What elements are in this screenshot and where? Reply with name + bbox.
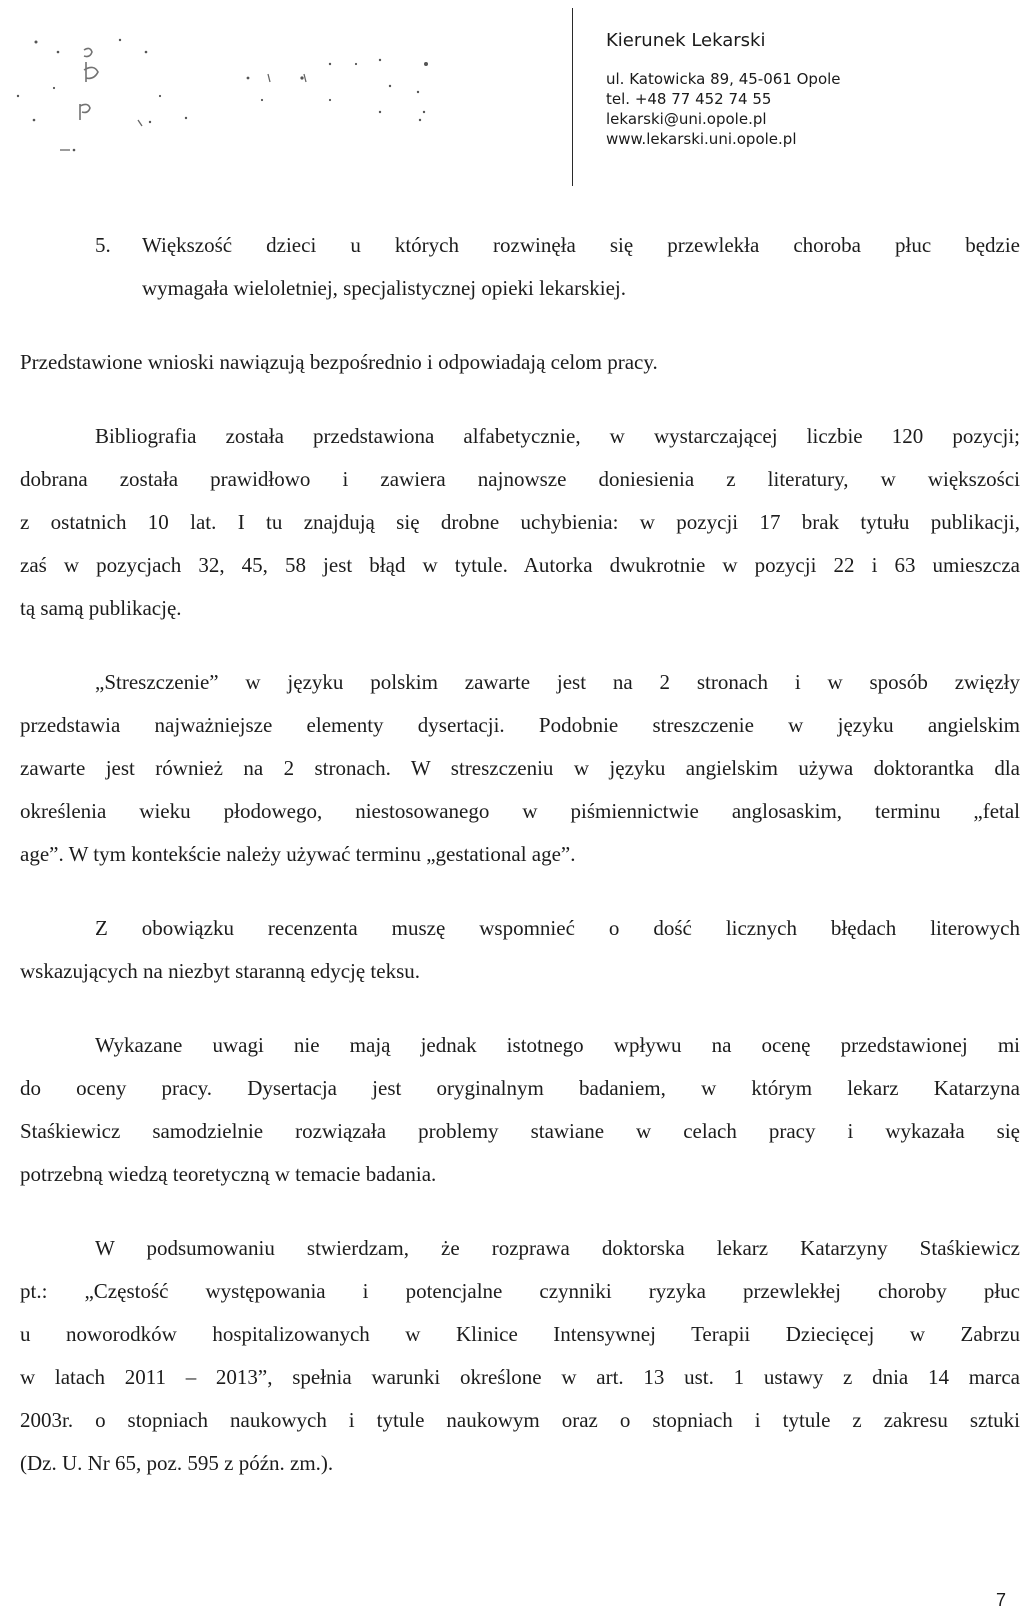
- text-line: dobrana została prawidłowo i zawiera najnowsze doniesienia z literatury, w większości: [20, 467, 1020, 491]
- text-line: Z obowiązku recenzenta muszę wspomnieć o dość licznych błędach literowych: [95, 916, 1020, 940]
- text-line: (Dz. U. Nr 65, poz. 595 z późn. zm.).: [20, 1451, 334, 1475]
- text-line: Staśkiewicz samodzielnie rozwiązała problemy stawiane w celach pracy i wykazała się: [20, 1119, 1020, 1143]
- page-number: 7: [995, 1590, 1006, 1610]
- text-line: W podsumowaniu stwierdzam, że rozprawa doktorska lekarz Katarzyny Staśkiewicz: [95, 1236, 1020, 1260]
- text-line: pt.: „Częstość występowania i potencjalne czynniki ryzyka przewlekłej choroby płuc: [20, 1279, 1020, 1303]
- text-line: w latach 2011 – 2013”, spełnia warunki określone w art. 13 ust. 1 ustawy z dnia 14 marca: [20, 1365, 1020, 1389]
- header-title: Kierunek Lekarski: [606, 30, 766, 51]
- list-item-5: [20, 224, 1020, 310]
- text-line: 2003r. o stopniach naukowych i tytule naukowym oraz o stopniach i tytule z zakresu sztuki: [20, 1408, 1020, 1432]
- paragraph-errors: [20, 907, 1020, 993]
- text-line: Przedstawione wnioski nawiązują bezpośrednio i odpowiadają celom pracy.: [20, 350, 658, 374]
- paragraph-final-conclusion: [20, 1227, 1020, 1485]
- list-number: 5.: [95, 233, 111, 257]
- paragraph-conclusions: [20, 341, 1020, 384]
- text-line: wskazujących na niezbyt staranną edycję teksu.: [20, 959, 420, 983]
- header-email: lekarski@uni.opole.pl: [606, 110, 767, 128]
- paragraph-remarks: [20, 1024, 1020, 1196]
- text-line: tą samą publikację.: [20, 596, 182, 620]
- header-contact: [606, 30, 841, 149]
- text-line: Bibliografia została przedstawiona alfabetycznie, w wystarczającej liczbie 120 pozycji;: [95, 424, 1020, 448]
- text-line: zawarte jest również na 2 stronach. W streszczeniu w języku angielskim używa doktorantka dla: [20, 756, 1020, 780]
- text-line: przedstawia najważniejsze elementy dysertacji. Podobnie streszczenie w języku angielskim: [20, 713, 1020, 737]
- text-line: wymagała wieloletniej, specjalistycznej opieki lekarskiej.: [142, 276, 626, 300]
- document-body: [20, 224, 1020, 1485]
- university-logo: [0, 0, 440, 170]
- text-line: z ostatnich 10 lat. I tu znajdują się drobne uchybienia: w pozycji 17 brak tytułu publikacji,: [20, 510, 1020, 534]
- paragraph-summary: [20, 661, 1020, 876]
- text-line: określenia wieku płodowego, niestosowanego w piśmiennictwie anglosaskim, terminu „fetal: [20, 799, 1020, 823]
- text-line: potrzebną wiedzą teoretyczną w temacie badania.: [20, 1162, 437, 1186]
- text-line: „Streszczenie” w języku polskim zawarte jest na 2 stronach i w sposób zwięzły: [95, 670, 1020, 694]
- text-line: do oceny pracy. Dysertacja jest oryginalnym badaniem, w którym lekarz Katarzyna: [20, 1076, 1020, 1100]
- header-divider: [572, 8, 573, 186]
- text-line: age”. W tym kontekście należy używać terminu „gestational age”.: [20, 842, 576, 866]
- text-line: Większość dzieci u których rozwinęła się przewlekła choroba płuc będzie: [142, 233, 1020, 257]
- text-line: Wykazane uwagi nie mają jednak istotnego wpływu na ocenę przedstawionej mi: [95, 1033, 1020, 1057]
- header-website: www.lekarski.uni.opole.pl: [606, 130, 797, 148]
- text-line: zaś w pozycjach 32, 45, 58 jest błąd w tytule. Autorka dwukrotnie w pozycji 22 i 63 umieszcza: [20, 553, 1020, 577]
- header-phone: tel. +48 77 452 74 55: [606, 90, 772, 108]
- header-address: ul. Katowicka 89, 45-061 Opole: [606, 70, 841, 88]
- paragraph-bibliography: [20, 415, 1020, 630]
- text-line: u noworodków hospitalizowanych w Klinice Intensywnej Terapii Dziecięcej w Zabrzu: [20, 1322, 1020, 1346]
